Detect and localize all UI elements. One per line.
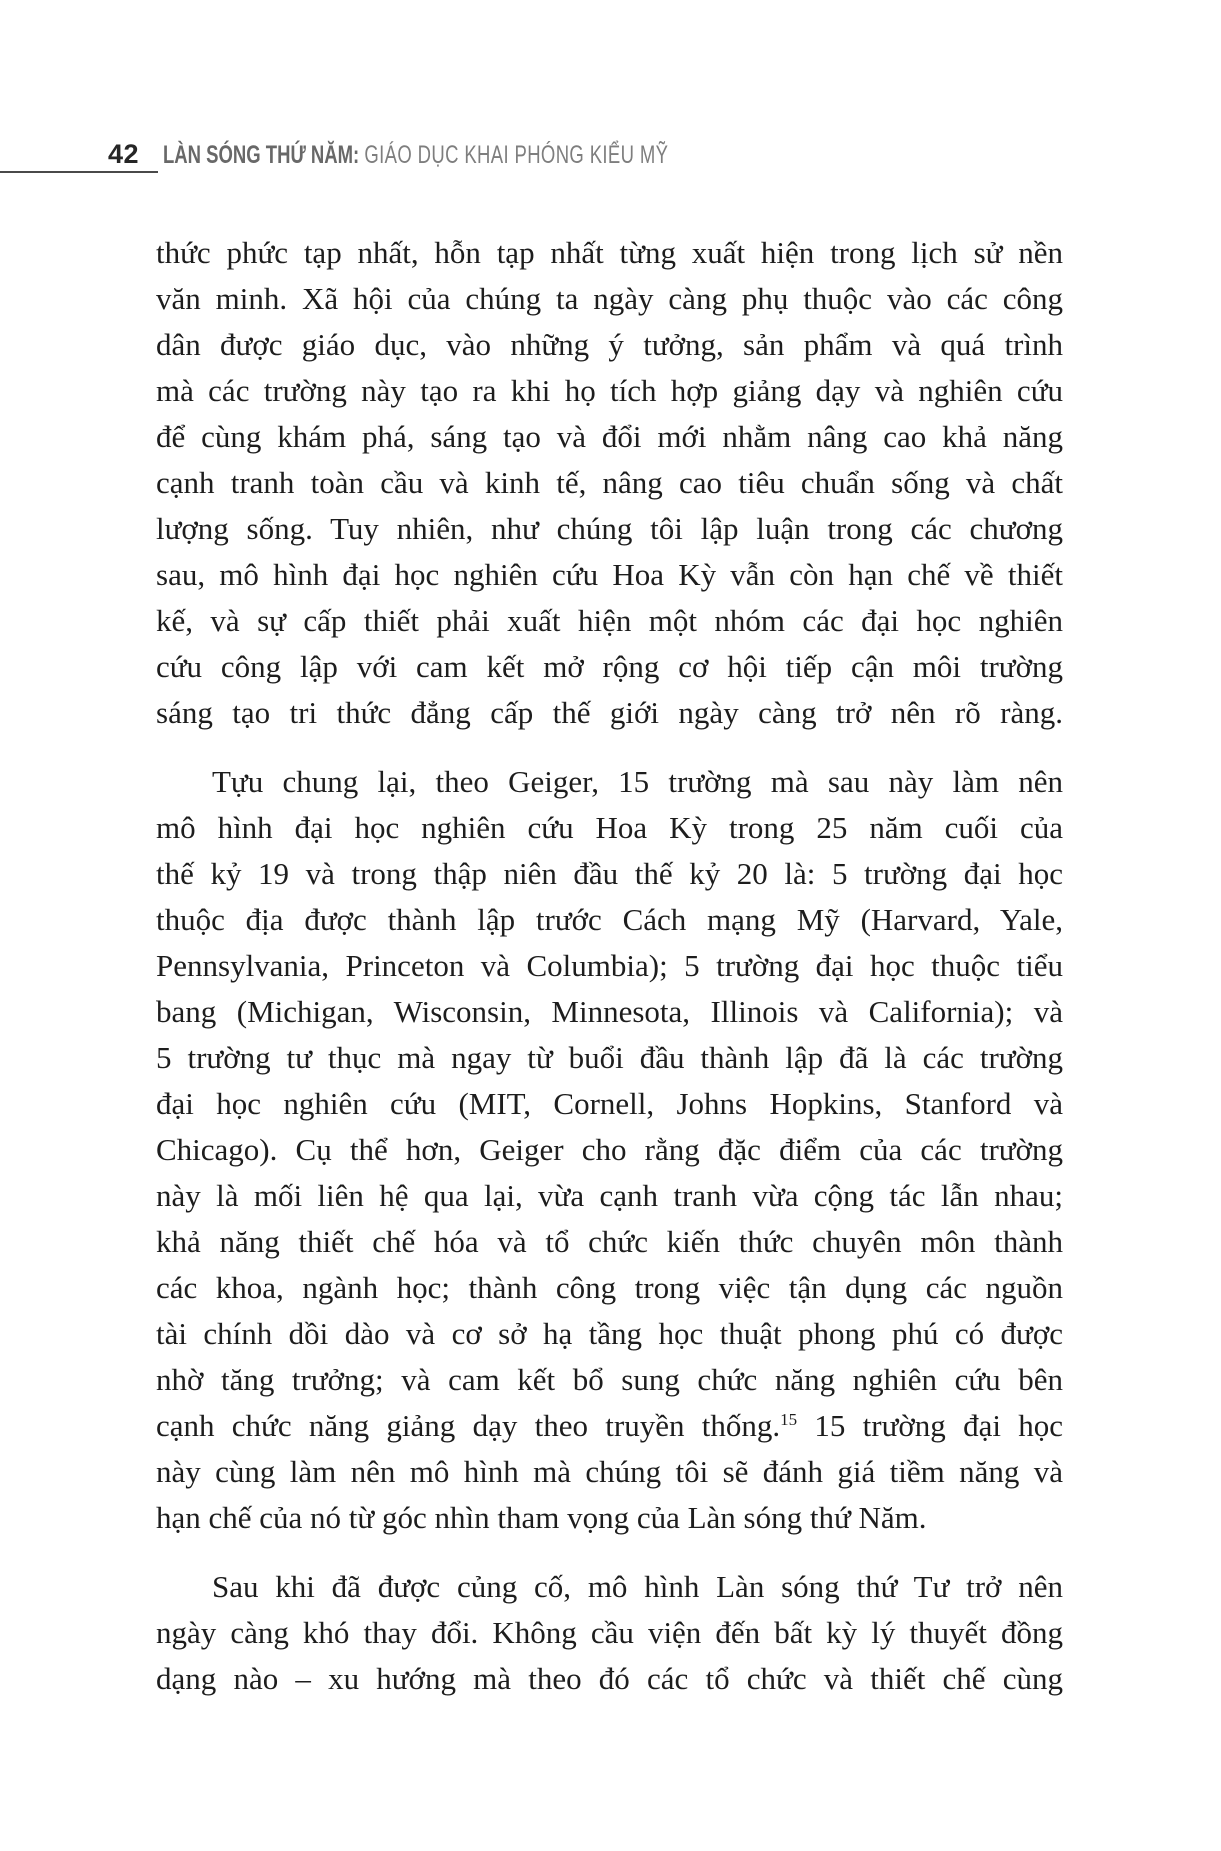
text-line: văn minh. Xã hội của chúng ta ngày càng phụ thuộc vào các công	[156, 281, 1063, 316]
series-title: LÀN SÓNG THỨ NĂM:	[163, 141, 360, 169]
text-line: khả năng thiết chế hóa và tổ chức kiến thức chuyên môn thành	[156, 1224, 1063, 1259]
text-line: này cùng làm nên mô hình mà chúng tôi sẽ đánh giá tiềm năng và	[156, 1454, 1063, 1489]
text-line: mô hình đại học nghiên cứu Hoa Kỳ trong 25 năm cuối của	[156, 810, 1063, 845]
page-number: 42	[108, 139, 140, 169]
text-line: ngày càng khó thay đổi. Không cầu viện đến bất kỳ lý thuyết đồng	[156, 1615, 1063, 1650]
text-line: kế, và sự cấp thiết phải xuất hiện một nhóm các đại học nghiên	[156, 603, 1063, 638]
text-line: dạng nào – xu hướng mà theo đó các tổ chức và thiết chế cùng	[156, 1661, 1063, 1696]
footnote-ref: 15	[780, 1410, 798, 1429]
text-line: sáng tạo tri thức đẳng cấp thế giới ngày càng trở nên rõ ràng.	[156, 695, 1063, 730]
body-text	[156, 230, 1063, 1702]
text-line: cứu công lập với cam kết mở rộng cơ hội tiếp cận môi trường	[156, 649, 1063, 684]
text-line: các khoa, ngành học; thành công trong việc tận dụng các nguồn	[156, 1270, 1063, 1305]
text-line: lượng sống. Tuy nhiên, như chúng tôi lập luận trong các chương	[156, 511, 1063, 546]
text-line: này là mối liên hệ qua lại, vừa cạnh tranh vừa cộng tác lẫn nhau;	[156, 1178, 1063, 1213]
text-line: Tựu chung lại, theo Geiger, 15 trường mà sau này làm nên	[212, 764, 1063, 799]
text-line: tài chính dồi dào và cơ sở hạ tầng học thuật phong phú có được	[156, 1316, 1063, 1351]
text-line: Chicago). Cụ thể hơn, Geiger cho rằng đặc điểm của các trường	[156, 1132, 1063, 1167]
text-line: Sau khi đã được củng cố, mô hình Làn sóng thứ Tư trở nên	[212, 1569, 1063, 1604]
text-line: mà các trường này tạo ra khi họ tích hợp giảng dạy và nghiên cứu	[156, 373, 1063, 408]
header-rule	[0, 171, 158, 173]
text-line: sau, mô hình đại học nghiên cứu Hoa Kỳ vẫn còn hạn chế về thiết	[156, 557, 1063, 592]
text-line: dân được giáo dục, vào những ý tưởng, sản phẩm và quá trình	[156, 327, 1063, 362]
text-line: đại học nghiên cứu (MIT, Cornell, Johns Hopkins, Stanford và	[156, 1086, 1063, 1121]
text-line: để cùng khám phá, sáng tạo và đổi mới nhằm nâng cao khả năng	[156, 419, 1063, 454]
text-line: Pennsylvania, Princeton và Columbia); 5 trường đại học thuộc tiểu	[156, 948, 1063, 983]
text-line: thế kỷ 19 và trong thập niên đầu thế kỷ 20 là: 5 trường đại học	[156, 856, 1063, 891]
text-line: thức phức tạp nhất, hỗn tạp nhất từng xuất hiện trong lịch sử nền	[156, 235, 1063, 270]
text-line: cạnh tranh toàn cầu và kinh tế, nâng cao tiêu chuẩn sống và chất	[156, 465, 1063, 500]
text-line: cạnh chức năng giảng dạy theo truyền thống.$^{15}$ 15 trường đại học	[156, 1408, 1063, 1443]
paragraph	[156, 759, 1063, 1541]
paragraph	[156, 1564, 1063, 1702]
paragraph	[156, 230, 1063, 736]
text-line: thuộc địa được thành lập trước Cách mạng Mỹ (Harvard, Yale,	[156, 902, 1063, 937]
text-line: bang (Michigan, Wisconsin, Minnesota, Illinois và California); và	[156, 994, 1063, 1029]
text-line: nhờ tăng trưởng; và cam kết bổ sung chức năng nghiên cứu bên	[156, 1362, 1063, 1397]
running-head	[108, 141, 846, 168]
text-line: hạn chế của nó từ góc nhìn tham vọng của Làn sóng thứ Năm.	[156, 1500, 927, 1535]
text-line: 5 trường tư thục mà ngay từ buổi đầu thành lập đã là các trường	[156, 1040, 1063, 1075]
header-title	[163, 143, 668, 168]
book-title: GIÁO DỤC KHAI PHÓNG KIỂU MỸ	[364, 141, 669, 169]
